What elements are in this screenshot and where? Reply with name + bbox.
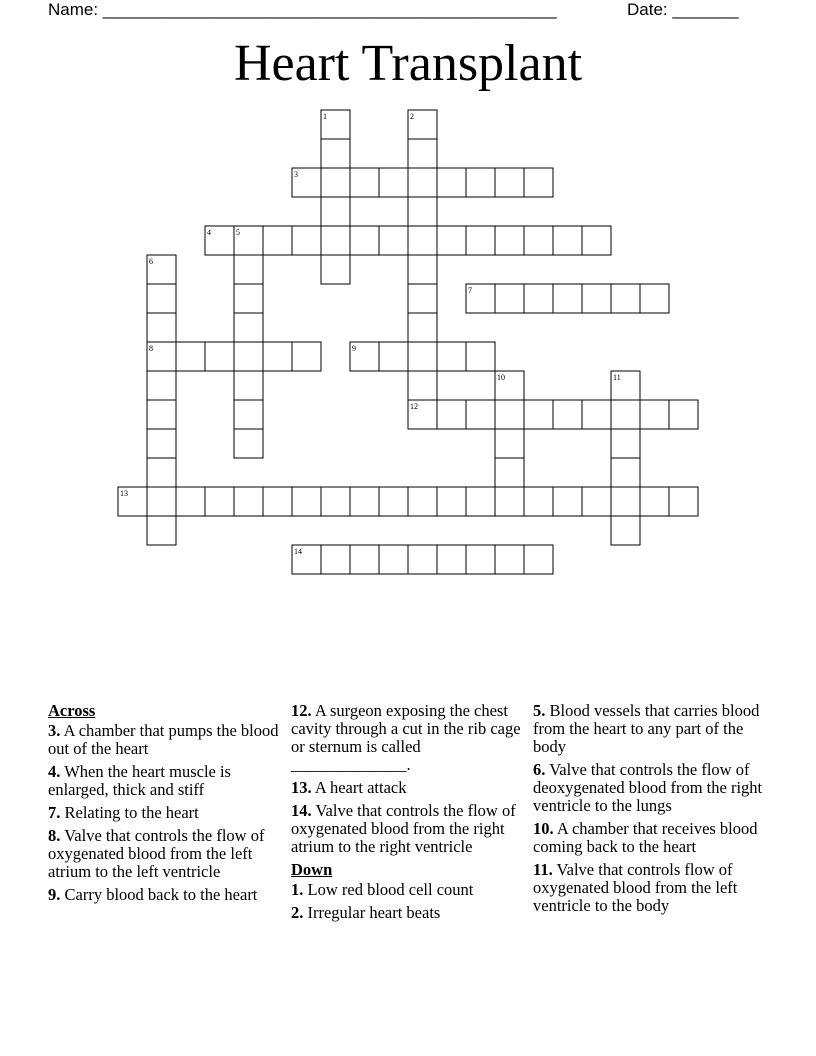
grid-cell[interactable] [350,226,379,255]
grid-cell[interactable] [408,284,437,313]
grid-cell[interactable] [611,284,640,313]
cell-number: 9 [352,344,356,353]
grid-cell[interactable] [408,545,437,574]
grid-cell[interactable] [495,226,524,255]
grid-cell[interactable] [321,197,350,226]
clue-across-14: 14. Valve that controls the flow of oxygenated blood from the right atrium to the right ventricle [291,801,516,856]
grid-cell[interactable] [147,284,176,313]
clues-column-1 [48,702,284,909]
grid-cell[interactable] [292,226,321,255]
grid-cell[interactable] [292,487,321,516]
cell-number: 13 [120,489,128,498]
grid-cell[interactable] [437,168,466,197]
grid-cell[interactable] [147,429,176,458]
grid-cell[interactable] [611,516,640,545]
grid-cell[interactable] [466,342,495,371]
grid-cell[interactable] [408,255,437,284]
clues-column-2 [291,702,527,927]
grid-cell[interactable] [437,226,466,255]
grid-cell[interactable] [466,545,495,574]
grid-cell[interactable] [495,458,524,487]
grid-cell[interactable] [524,284,553,313]
grid-cell[interactable] [582,487,611,516]
grid-cell[interactable] [321,168,350,197]
clue-across-12: 12. A surgeon exposing the chest cavity through a cut in the rib cage or sternum is called ______________. [291,701,521,774]
grid-cell[interactable] [582,284,611,313]
grid-cell[interactable] [437,487,466,516]
grid-cell[interactable] [234,429,263,458]
grid-cell[interactable] [669,400,698,429]
grid-cell[interactable] [234,313,263,342]
grid-cell[interactable] [263,226,292,255]
clue-down-6: 6. Valve that controls the flow of deoxygenated blood from the right ventricle to the lungs [533,760,763,815]
grid-cell[interactable] [234,342,263,371]
clues-column-3 [533,702,769,920]
page-title: Heart Transplant [233,35,583,92]
grid-cell[interactable] [321,139,350,168]
grid-cell[interactable] [582,400,611,429]
cell-number: 12 [410,402,418,411]
grid-cell[interactable] [495,429,524,458]
clue-across-13: 13. A heart attack [291,778,407,797]
grid-cell[interactable] [640,284,669,313]
grid-cell[interactable] [408,487,437,516]
clue-down-2: 2. Irregular heart beats [291,903,441,922]
grid-cell[interactable] [437,545,466,574]
grid-cell[interactable] [147,458,176,487]
down-heading: Down [291,860,333,879]
grid-cell[interactable] [350,487,379,516]
grid-cell[interactable] [524,545,553,574]
grid-cell[interactable] [524,226,553,255]
date-field-label[interactable]: Date: _______ [627,0,739,19]
grid-cell[interactable] [553,487,582,516]
grid-cell[interactable] [292,342,321,371]
grid-cell[interactable] [495,400,524,429]
grid-cell[interactable] [669,487,698,516]
clue-across-8: 8. Valve that controls the flow of oxygenated blood from the left atrium to the left ventricle [48,826,265,881]
grid-cell[interactable] [495,284,524,313]
cell-number: 5 [236,228,240,237]
cell-number: 6 [149,257,153,266]
cell-number: 14 [294,547,302,556]
grid-cell[interactable] [466,168,495,197]
grid-cell[interactable] [176,487,205,516]
cell-number: 7 [468,286,472,295]
grid-cell[interactable] [234,487,263,516]
grid-cell[interactable] [234,284,263,313]
grid-cell[interactable] [495,168,524,197]
grid-cell[interactable] [495,545,524,574]
clue-across-9: 9. Carry blood back to the heart [48,885,258,904]
clue-across-4: 4. When the heart muscle is enlarged, thick and stiff [48,762,231,799]
grid-cell[interactable] [234,255,263,284]
grid-cell[interactable] [147,487,176,516]
grid-cell[interactable] [205,487,234,516]
grid-cell[interactable] [147,400,176,429]
grid-cell[interactable] [408,342,437,371]
cell-number: 10 [497,373,505,382]
grid-cell[interactable] [350,168,379,197]
grid-cell[interactable] [263,342,292,371]
grid-cell[interactable] [408,197,437,226]
grid-cell[interactable] [640,487,669,516]
grid-cell[interactable] [640,400,669,429]
grid-cell[interactable] [611,458,640,487]
grid-cell[interactable] [408,313,437,342]
cell-number: 11 [613,373,621,382]
grid-cell[interactable] [321,545,350,574]
grid-cell[interactable] [379,168,408,197]
grid-cell[interactable] [350,545,379,574]
grid-cell[interactable] [524,400,553,429]
clue-across-7: 7. Relating to the heart [48,803,199,822]
cell-number: 2 [410,112,414,121]
cell-number: 4 [207,228,211,237]
grid-cell[interactable] [321,487,350,516]
grid-cell[interactable] [553,284,582,313]
grid-cell[interactable] [321,226,350,255]
grid-cell[interactable] [437,400,466,429]
grid-cell[interactable] [379,545,408,574]
grid-cell[interactable] [553,400,582,429]
grid-cell[interactable] [234,400,263,429]
grid-cell[interactable] [495,487,524,516]
clue-down-10: 10. A chamber that receives blood coming back to the heart [533,819,758,856]
grid-cell[interactable] [147,516,176,545]
grid-cell[interactable] [408,371,437,400]
grid-cell[interactable] [234,371,263,400]
grid-cell[interactable] [466,226,495,255]
grid-cell[interactable] [408,168,437,197]
grid-cell[interactable] [582,226,611,255]
grid-cell[interactable] [611,429,640,458]
across-heading: Across [48,701,96,720]
name-field-label[interactable]: Name: ________________________________________________ [48,0,557,19]
grid-cell[interactable] [263,487,292,516]
cell-number: 1 [323,112,327,121]
grid-cell[interactable] [553,226,582,255]
grid-cell[interactable] [524,487,553,516]
grid-cell[interactable] [147,371,176,400]
clue-across-3: 3. A chamber that pumps the blood out of the heart [48,721,279,758]
cell-number: 3 [294,170,298,179]
grid-cell[interactable] [147,313,176,342]
clue-down-1: 1. Low red blood cell count [291,880,474,899]
grid-cell[interactable] [321,255,350,284]
grid-cell[interactable] [205,342,234,371]
grid-cell[interactable] [408,139,437,168]
grid-cell[interactable] [379,487,408,516]
grid-cell[interactable] [611,400,640,429]
grid-cell[interactable] [379,342,408,371]
grid-cell[interactable] [524,168,553,197]
grid-cell[interactable] [379,226,408,255]
cell-number: 8 [149,344,153,353]
grid-cell[interactable] [408,226,437,255]
clue-down-5: 5. Blood vessels that carries blood from the heart to any part of the body [533,701,760,756]
clue-down-11: 11. Valve that controls flow of oxygenated blood from the left ventricle to the body [533,860,738,915]
grid-cell[interactable] [466,487,495,516]
grid-cell[interactable] [176,342,205,371]
grid-cell[interactable] [437,342,466,371]
grid-cell[interactable] [466,400,495,429]
grid-cell[interactable] [611,487,640,516]
